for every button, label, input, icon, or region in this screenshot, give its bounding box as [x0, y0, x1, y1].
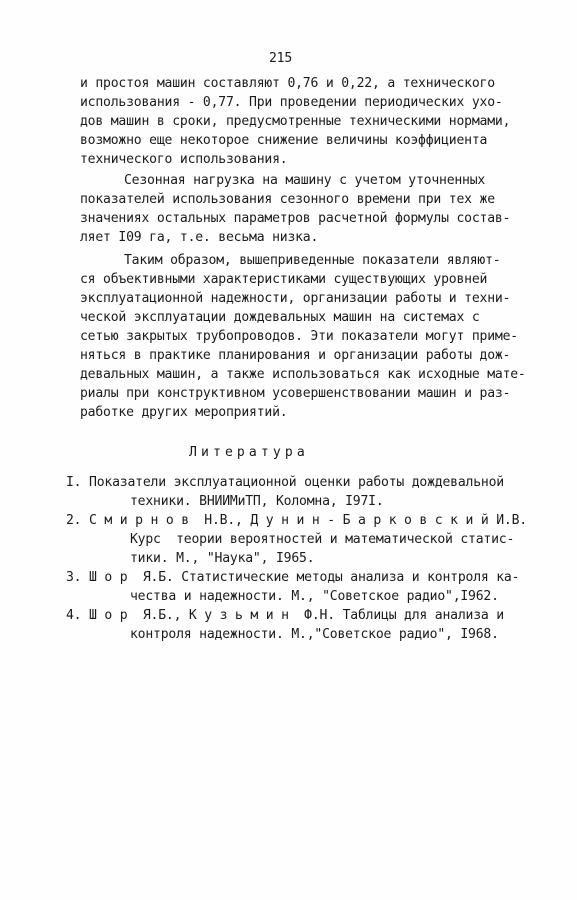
- reference-line: 3. Ш о р Я.Б. Статистические методы анализа и контроля ка-: [66, 570, 520, 585]
- body-line: и простоя машин составляют 0,76 и 0,22, а технического: [80, 76, 495, 91]
- body-line: Таким образом, вышеприведенные показатели являют-: [124, 253, 501, 268]
- page-number: 215: [269, 51, 293, 66]
- reference-line: чества и надежности. М., "Советское радио",I962.: [130, 589, 499, 604]
- body-line: ся объективными характеристиками существующих уровней: [80, 272, 488, 287]
- body-line: работке других мероприятий.: [80, 405, 288, 420]
- reference-line: I. Показатели эксплуатационной оценки работы дождевальной: [66, 475, 504, 490]
- reference-line: тики. М., "Наука", I965.: [130, 551, 315, 566]
- body-line: эксплуатационной надежности, организации работы и техни-: [80, 291, 511, 306]
- body-line: девальных машин, а также использоваться как исходные мате-: [80, 367, 526, 382]
- reference-line: техники. ВНИИМиТП, Коломна, I97I.: [130, 494, 384, 509]
- body-line: показателей использования сезонного времени при тех же: [80, 192, 495, 207]
- body-line: использования - 0,77. При проведении периодических ухо-: [80, 95, 503, 110]
- body-line: Сезонная нагрузка на машину с учетом уточненных: [124, 173, 486, 188]
- reference-line: 2. С м и р н о в Н.В., Д у н и н - Б а р к о в с к и й И.В.: [66, 513, 527, 528]
- references-heading: Литература: [189, 445, 309, 460]
- body-line: значениях остальных параметров расчетной формулы состав-: [80, 211, 511, 226]
- body-line: сетью закрытых трубопроводов. Эти показатели могут приме-: [80, 329, 518, 344]
- body-line: дов машин в сроки, предусмотренные техническими нормами,: [80, 114, 511, 129]
- body-line: ческой эксплуатации дождевальных машин на системах с: [80, 310, 480, 325]
- body-line: риалы при конструктивном усовершенствовании машин и раз-: [80, 386, 511, 401]
- body-line: няться в практике планирования и организации работы дож-: [80, 348, 511, 363]
- body-line: ляет I09 га, т.е. весьма низка.: [80, 230, 319, 245]
- body-line: технического использования.: [80, 152, 288, 167]
- reference-line: контроля надежности. М.,"Советское радио", I968.: [130, 627, 499, 642]
- reference-line: 4. Ш о р Я.Б., К у з ь м и н Ф.Н. Таблицы для анализа и: [66, 608, 504, 623]
- reference-line: Курс теории вероятностей и математической статис-: [130, 532, 515, 547]
- body-line: возможно еще некоторое снижение величины коэффициента: [80, 133, 488, 148]
